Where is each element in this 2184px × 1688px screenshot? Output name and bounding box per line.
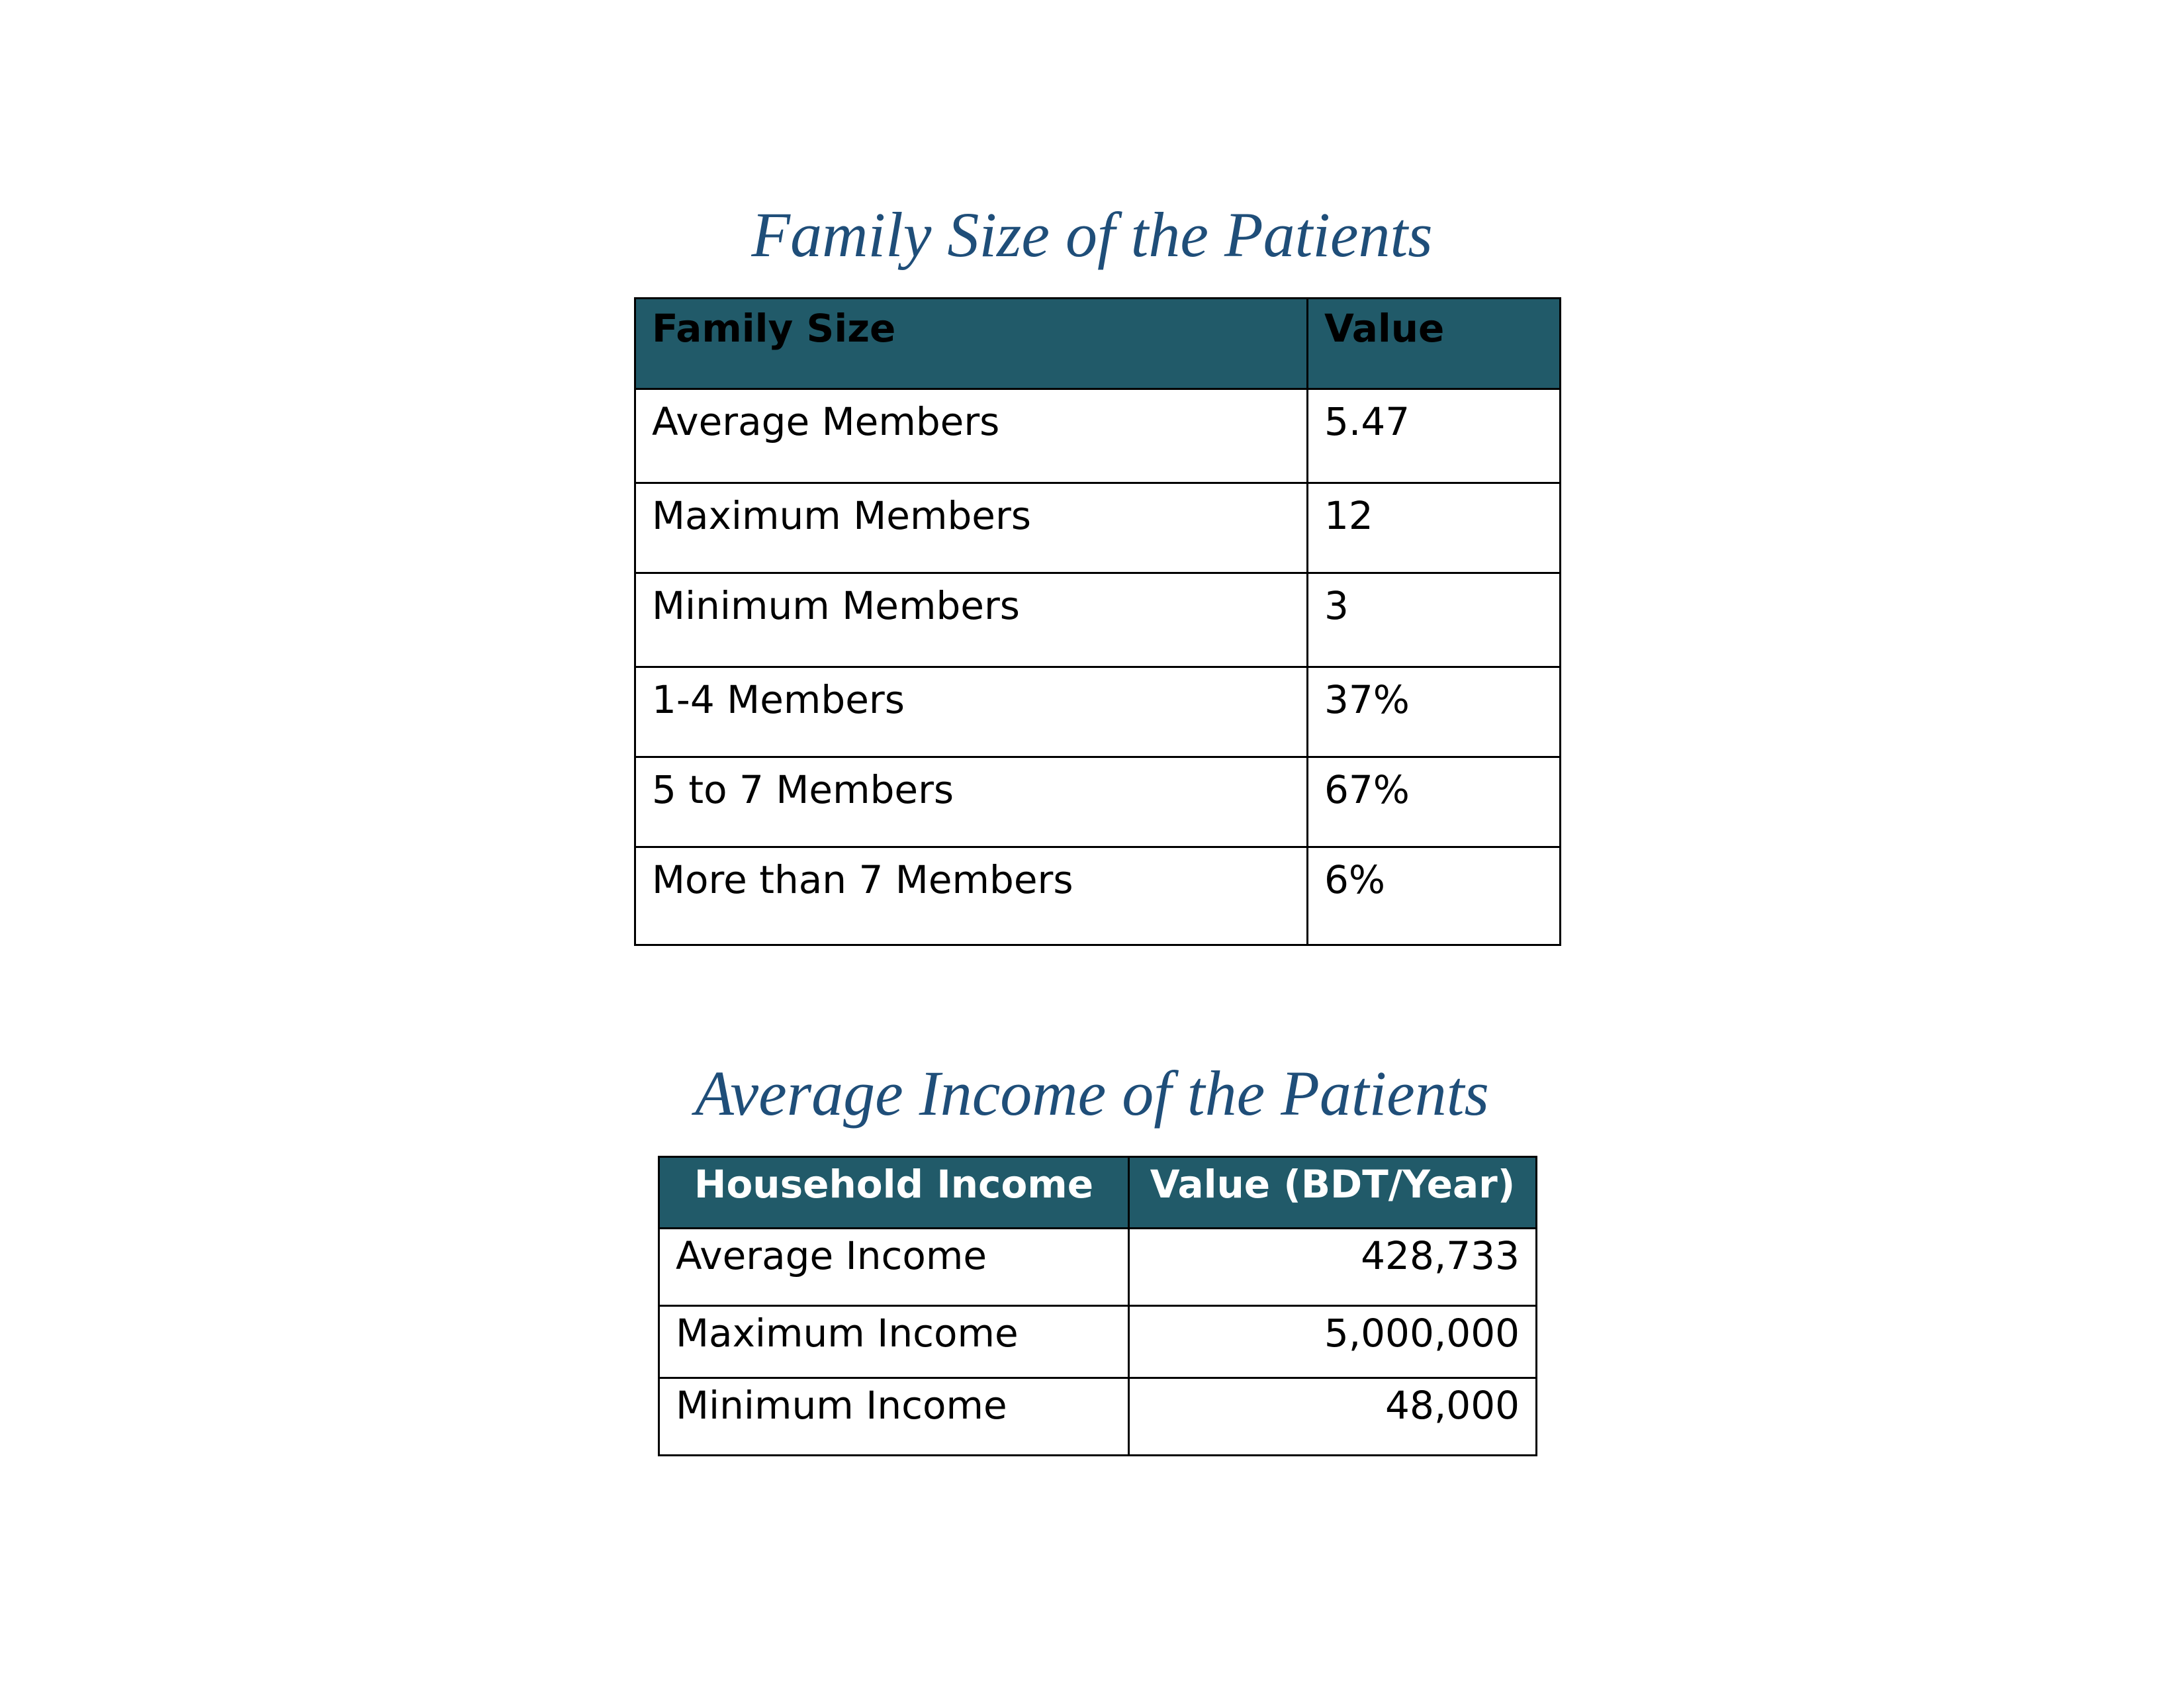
row-value: 3 [1308, 573, 1561, 667]
table-row [635, 573, 1561, 667]
header-value-bdt-year: Value (BDT/Year) [1129, 1157, 1537, 1229]
row-value: 428,733 [1129, 1229, 1537, 1306]
row-value: 67% [1308, 757, 1561, 847]
table-row [659, 1306, 1537, 1378]
row-value: 6% [1308, 847, 1561, 945]
header-value: Value [1308, 299, 1561, 389]
table-row [659, 1229, 1537, 1306]
family-size-table [634, 297, 1561, 946]
table-header-row [635, 299, 1561, 389]
table-row [635, 483, 1561, 573]
row-value: 37% [1308, 667, 1561, 757]
header-household-income: Household Income [659, 1157, 1129, 1229]
row-value: 5,000,000 [1129, 1306, 1537, 1378]
row-label: Average Members [635, 389, 1308, 483]
row-value: 5.47 [1308, 389, 1561, 483]
row-label: Minimum Income [659, 1378, 1129, 1456]
header-family-size: Family Size [635, 299, 1308, 389]
row-label: More than 7 Members [635, 847, 1308, 945]
row-value: 48,000 [1129, 1378, 1537, 1456]
row-label: Average Income [659, 1229, 1129, 1306]
table-header-row [659, 1157, 1537, 1229]
average-income-title: Average Income of the Patients [695, 1058, 1489, 1129]
row-label: 1-4 Members [635, 667, 1308, 757]
family-size-title: Family Size of the Patients [751, 199, 1433, 270]
row-value: 12 [1308, 483, 1561, 573]
table-row [635, 389, 1561, 483]
table-row [635, 667, 1561, 757]
row-label: Maximum Income [659, 1306, 1129, 1378]
row-label: Minimum Members [635, 573, 1308, 667]
household-income-table [658, 1156, 1537, 1456]
table-row [635, 847, 1561, 945]
table-row [659, 1378, 1537, 1456]
table-row [635, 757, 1561, 847]
row-label: Maximum Members [635, 483, 1308, 573]
row-label: 5 to 7 Members [635, 757, 1308, 847]
